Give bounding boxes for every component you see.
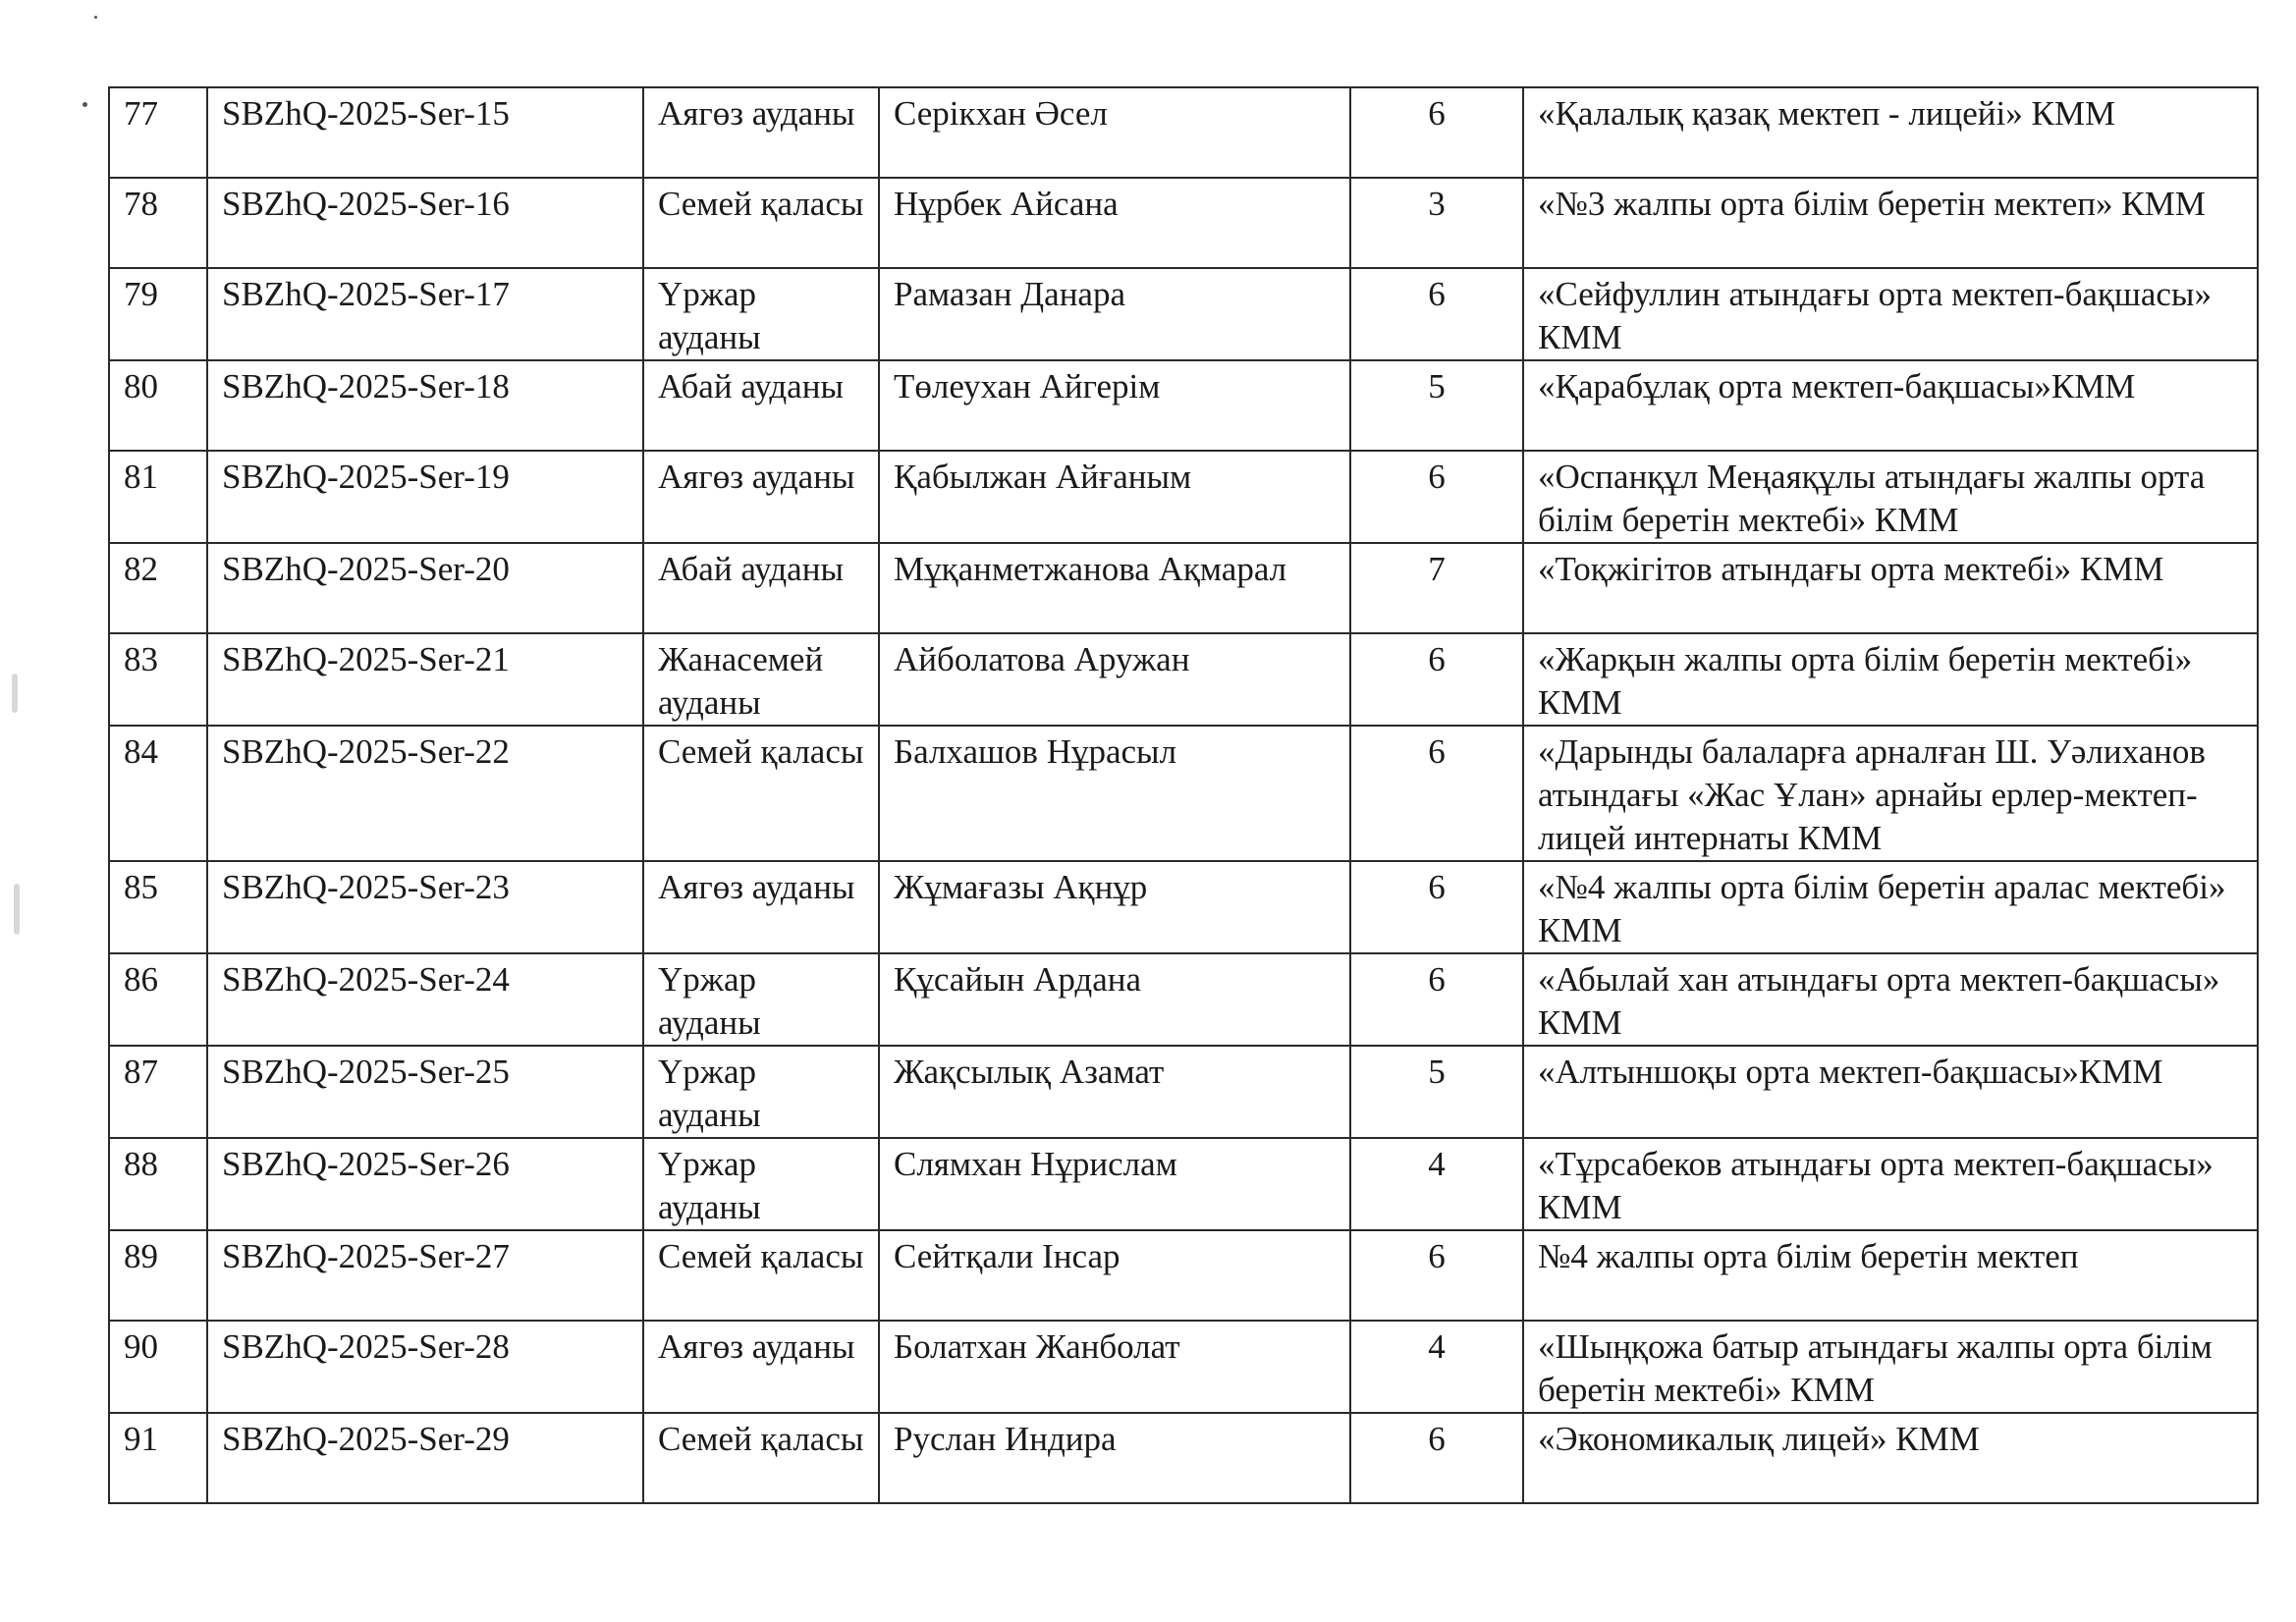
school-cell: «Алтыншоқы орта мектеп-бақшасы»КММ (1523, 1046, 2258, 1138)
table-row (109, 451, 2258, 543)
grade-cell: 6 (1350, 1230, 1523, 1321)
table-row (109, 726, 2258, 861)
table-row (109, 1321, 2258, 1413)
region-cell: Семей қаласы (643, 1413, 879, 1503)
grade-cell: 6 (1350, 861, 1523, 953)
row-number-cell: 78 (109, 178, 207, 268)
grade-cell: 6 (1350, 87, 1523, 178)
participant-name-cell: Құсайын Ардана (879, 953, 1350, 1046)
grade-cell: 4 (1350, 1321, 1523, 1413)
participants-table (108, 86, 2259, 1504)
school-cell: «Сейфуллин атындағы орта мектеп-бақшасы» КММ (1523, 268, 2258, 360)
scan-speck (82, 102, 87, 107)
school-cell: «Қарабұлақ орта мектеп-бақшасы»КММ (1523, 360, 2258, 451)
school-cell: «Тоқжігітов атындағы орта мектебі» КММ (1523, 543, 2258, 633)
participant-name-cell: Қабылжан Айғаным (879, 451, 1350, 543)
grade-cell: 7 (1350, 543, 1523, 633)
participant-name-cell: Балхашов Нұрасыл (879, 726, 1350, 861)
region-cell: Үржар ауданы (643, 268, 879, 360)
participant-code-cell: SBZhQ-2025-Ser-25 (207, 1046, 643, 1138)
school-cell: «Жарқын жалпы орта білім беретін мектебі» КММ (1523, 633, 2258, 726)
grade-cell: 5 (1350, 1046, 1523, 1138)
table-row (109, 360, 2258, 451)
table-row (109, 1138, 2258, 1230)
participants-table-body (109, 87, 2258, 1503)
participant-name-cell: Слямхан Нұрислам (879, 1138, 1350, 1230)
scan-speck (94, 16, 97, 19)
participant-name-cell: Жақсылық Азамат (879, 1046, 1350, 1138)
participant-name-cell: Болатхан Жанболат (879, 1321, 1350, 1413)
row-number-cell: 89 (109, 1230, 207, 1321)
grade-cell: 3 (1350, 178, 1523, 268)
table-row (109, 1230, 2258, 1321)
participant-name-cell: Рамазан Данара (879, 268, 1350, 360)
participant-name-cell: Айболатова Аружан (879, 633, 1350, 726)
row-number-cell: 86 (109, 953, 207, 1046)
participant-code-cell: SBZhQ-2025-Ser-22 (207, 726, 643, 861)
region-cell: Семей қаласы (643, 726, 879, 861)
row-number-cell: 90 (109, 1321, 207, 1413)
school-cell: №4 жалпы орта білім беретін мектеп (1523, 1230, 2258, 1321)
row-number-cell: 88 (109, 1138, 207, 1230)
participant-code-cell: SBZhQ-2025-Ser-28 (207, 1321, 643, 1413)
school-cell: «Оспанқұл Меңаяқұлы атындағы жалпы орта білім беретін мектебі» КММ (1523, 451, 2258, 543)
region-cell: Үржар ауданы (643, 1046, 879, 1138)
participant-code-cell: SBZhQ-2025-Ser-27 (207, 1230, 643, 1321)
participant-name-cell: Руслан Индира (879, 1413, 1350, 1503)
region-cell: Абай ауданы (643, 543, 879, 633)
row-number-cell: 82 (109, 543, 207, 633)
scan-smudge (14, 884, 20, 935)
table-row (109, 1413, 2258, 1503)
participant-name-cell: Серікхан Әсел (879, 87, 1350, 178)
school-cell: «Тұрсабеков атындағы орта мектеп-бақшасы» КММ (1523, 1138, 2258, 1230)
school-cell: «Экономикалық лицей» КММ (1523, 1413, 2258, 1503)
region-cell: Семей қаласы (643, 1230, 879, 1321)
row-number-cell: 91 (109, 1413, 207, 1503)
participant-code-cell: SBZhQ-2025-Ser-23 (207, 861, 643, 953)
table-row (109, 953, 2258, 1046)
participant-code-cell: SBZhQ-2025-Ser-17 (207, 268, 643, 360)
region-cell: Үржар ауданы (643, 953, 879, 1046)
region-cell: Семей қаласы (643, 178, 879, 268)
region-cell: Аягөз ауданы (643, 1321, 879, 1413)
table-row (109, 178, 2258, 268)
participant-code-cell: SBZhQ-2025-Ser-20 (207, 543, 643, 633)
school-cell: «Дарынды балаларға арналған Ш. Уәлиханов атындағы «Жас Ұлан» арнайы ерлер-мектеп-лицей интернаты КММ (1523, 726, 2258, 861)
table-row (109, 268, 2258, 360)
participant-code-cell: SBZhQ-2025-Ser-24 (207, 953, 643, 1046)
region-cell: Аягөз ауданы (643, 87, 879, 178)
table-row (109, 543, 2258, 633)
school-cell: «№4 жалпы орта білім беретін аралас мектебі» КММ (1523, 861, 2258, 953)
region-cell: Аягөз ауданы (643, 861, 879, 953)
region-cell: Үржар ауданы (643, 1138, 879, 1230)
participant-code-cell: SBZhQ-2025-Ser-15 (207, 87, 643, 178)
row-number-cell: 79 (109, 268, 207, 360)
region-cell: Абай ауданы (643, 360, 879, 451)
row-number-cell: 85 (109, 861, 207, 953)
region-cell: Жанасемей ауданы (643, 633, 879, 726)
table-row (109, 87, 2258, 178)
grade-cell: 6 (1350, 633, 1523, 726)
table-row (109, 1046, 2258, 1138)
row-number-cell: 80 (109, 360, 207, 451)
grade-cell: 6 (1350, 451, 1523, 543)
grade-cell: 6 (1350, 953, 1523, 1046)
region-cell: Аягөз ауданы (643, 451, 879, 543)
participant-code-cell: SBZhQ-2025-Ser-26 (207, 1138, 643, 1230)
row-number-cell: 83 (109, 633, 207, 726)
participant-name-cell: Төлеухан Айгерім (879, 360, 1350, 451)
grade-cell: 5 (1350, 360, 1523, 451)
row-number-cell: 81 (109, 451, 207, 543)
participant-name-cell: Мұқанметжанова Ақмарал (879, 543, 1350, 633)
row-number-cell: 84 (109, 726, 207, 861)
row-number-cell: 77 (109, 87, 207, 178)
school-cell: «Шыңқожа батыр атындағы жалпы орта білім беретін мектебі» КММ (1523, 1321, 2258, 1413)
school-cell: «№3 жалпы орта білім беретін мектеп» КММ (1523, 178, 2258, 268)
grade-cell: 6 (1350, 1413, 1523, 1503)
participant-code-cell: SBZhQ-2025-Ser-18 (207, 360, 643, 451)
participant-name-cell: Жұмағазы Ақнұр (879, 861, 1350, 953)
participant-code-cell: SBZhQ-2025-Ser-29 (207, 1413, 643, 1503)
row-number-cell: 87 (109, 1046, 207, 1138)
participant-code-cell: SBZhQ-2025-Ser-16 (207, 178, 643, 268)
table-row (109, 633, 2258, 726)
school-cell: «Абылай хан атындағы орта мектеп-бақшасы» КММ (1523, 953, 2258, 1046)
school-cell: «Қалалық қазақ мектеп - лицейі» КММ (1523, 87, 2258, 178)
grade-cell: 6 (1350, 268, 1523, 360)
participant-code-cell: SBZhQ-2025-Ser-21 (207, 633, 643, 726)
participant-code-cell: SBZhQ-2025-Ser-19 (207, 451, 643, 543)
scan-smudge (12, 674, 18, 713)
participant-name-cell: Сейтқали Інсар (879, 1230, 1350, 1321)
grade-cell: 6 (1350, 726, 1523, 861)
table-row (109, 861, 2258, 953)
participant-name-cell: Нұрбек Айсана (879, 178, 1350, 268)
grade-cell: 4 (1350, 1138, 1523, 1230)
